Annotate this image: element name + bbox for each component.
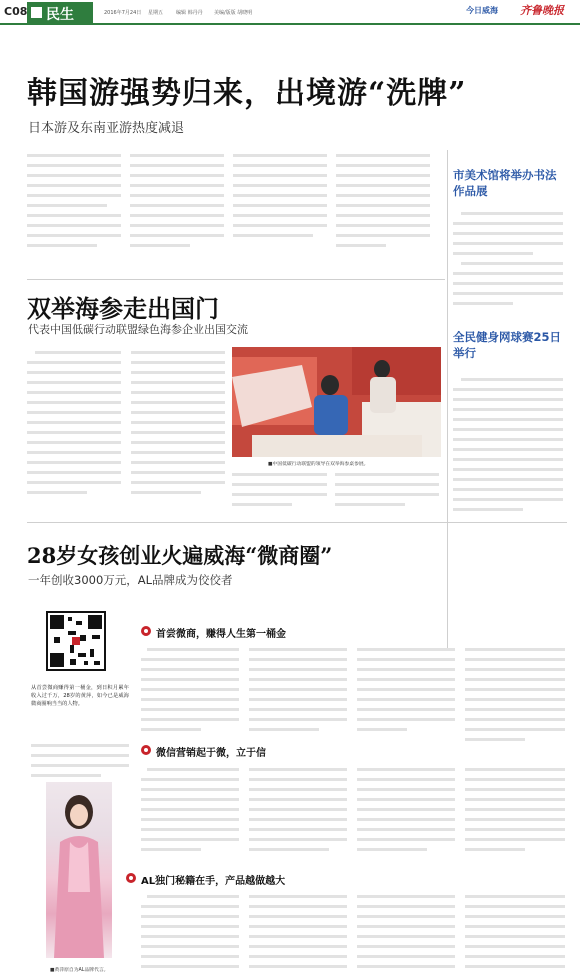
newspaper-logo: 齐鲁晚报 [520, 4, 564, 17]
article1-headline: 韩国游强势归来，出境游“洗牌” [27, 76, 467, 111]
issue-weekday: 星期五 [148, 10, 164, 16]
article3-subhead: 一年创收3000万元，AL品牌成为佼佼者 [28, 573, 233, 587]
woman-portrait-graphic [46, 782, 112, 958]
publication-logo: 今日威海 [466, 6, 498, 15]
article2-headline: 双举海参走出国门 [27, 294, 219, 323]
article2-subhead: 代表中国低碳行动联盟绿色海参企业出国交流 [28, 323, 248, 336]
section2-heading: 微信营销起于微，立于信 [156, 748, 266, 759]
section-name: 民生 [46, 7, 74, 23]
section1-bullet-icon [141, 626, 151, 636]
article1-body [27, 154, 449, 260]
sidebar-item2-body [453, 372, 567, 522]
qr-code [46, 611, 106, 671]
article3-lead-caption: 从首尝微商赚得第一桶金，到日积月累年收入过千万，28岁的黄萍，如今已是威海微商圈响当当的人物。 [31, 685, 129, 707]
article1-subhead: 日本游及东南亚游热度减退 [28, 121, 185, 136]
article3-headline: 28岁女孩创业火遍威海“微商圈” [27, 543, 333, 568]
sidebar-item1-body [453, 206, 567, 324]
exhibition-photo-graphic [232, 347, 441, 457]
article2-photo-caption: ■中国低碳行动联盟的领导在双举海参桌参展。 [268, 462, 369, 467]
page-number: C08 [4, 5, 28, 18]
editor-credit: 编辑 韩丹丹 [176, 10, 203, 16]
section-tab [27, 2, 93, 23]
header-rule [0, 23, 580, 25]
sidebar-divider [447, 150, 448, 650]
article3-lead-text [31, 702, 129, 776]
issue-date: 2016年7月24日 [104, 10, 142, 16]
article-divider [27, 279, 445, 280]
section2-body [141, 768, 567, 860]
sidebar-item1-title: 市美术馆将举办书法作品展 [453, 168, 557, 198]
section1-body [141, 648, 567, 746]
portrait-caption: ■黄萍原自为AL品牌代言。 [50, 968, 109, 973]
section3-bullet-icon [126, 873, 136, 883]
section-square-icon [31, 7, 42, 18]
section1-heading: 首尝微商，赚得人生第一桶金 [156, 629, 286, 640]
portrait-photo [46, 782, 112, 958]
article2-body [27, 345, 227, 495]
section2-bullet-icon [141, 745, 151, 755]
designer-credit: 美编/版版 胡晓明 [214, 10, 253, 16]
article-divider-2 [27, 522, 567, 523]
section3-heading: AL独门秘籍在手，产品越做越大 [141, 876, 286, 887]
article2-body-bottom [232, 473, 441, 509]
section3-body [141, 895, 567, 977]
sidebar-item2-title: 全民健身网球赛25日举行 [453, 330, 562, 360]
article2-photo [232, 347, 441, 457]
